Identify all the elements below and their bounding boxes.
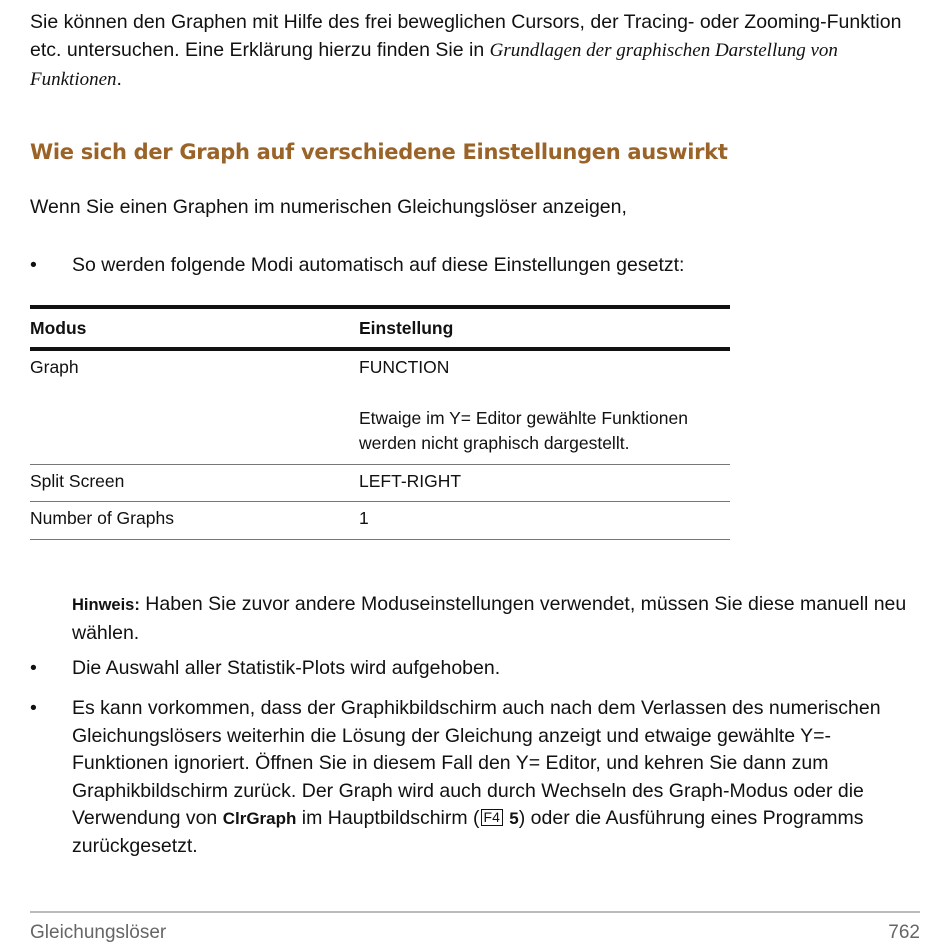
footer-divider xyxy=(30,911,920,913)
mode-settings-table xyxy=(30,305,730,540)
bullet-text xyxy=(72,695,920,860)
bullet-icon: • xyxy=(30,697,37,719)
hint-label: Hinweis: xyxy=(72,596,140,614)
cell-modus: Number of Graphs xyxy=(30,508,174,528)
key-number: 5 xyxy=(509,809,519,828)
cell-einstellung xyxy=(359,349,730,464)
hint-note xyxy=(72,590,920,647)
cell-note: Etwaige im Y= Editor gewählte Funktionen werden nicht graphisch dargestellt. xyxy=(359,407,688,453)
cell-modus: Split Screen xyxy=(30,470,125,491)
bullet-icon: • xyxy=(30,254,37,276)
column-header-einstellung: Einstellung xyxy=(359,317,454,338)
footer-page-number: 762 xyxy=(888,922,920,943)
table-row xyxy=(30,502,730,540)
intro-reference-link[interactable]: Grundlagen der graphischen Darstellung von Funktionen xyxy=(30,40,838,90)
intro-text: Sie können den Graphen mit Hilfe des frei beweglichen Cursors, der Tracing- oder Zooming-Funktion etc. untersuchen. Eine Erklärung hierzu finden Sie in xyxy=(30,11,902,61)
table-row xyxy=(30,464,730,502)
clrgraph-command: ClrGraph xyxy=(222,809,297,828)
bullet-text: Die Auswahl aller Statistik-Plots wird aufgehoben. xyxy=(72,657,501,679)
bullet-icon: • xyxy=(30,657,37,679)
bullet-text-part1: Es kann vorkommen, dass der Graphikbildschirm auch nach dem Verlassen des numerischen Gleichungslösers weiterhin die Lösung der Gleichung anzeigt und etwaige gewählte Y=-Funktionen ignoriert. Öffnen Sie in diesem Fall den Y= Editor, und kehren Sie dann zum Graphikbildschirm zurück. Der Graph wird auch durch Wechseln des Graph-Modus oder die Verwendung von xyxy=(72,697,881,829)
cell-einstellung: 1 xyxy=(359,508,369,528)
cell-value: FUNCTION xyxy=(359,357,450,377)
bullet-text-part2: im Hauptbildschirm ( xyxy=(296,807,480,829)
bullet-text: So werden folgende Modi automatisch auf diese Einstellungen gesetzt: xyxy=(72,254,685,276)
section-heading: Wie sich der Graph auf verschiedene Einstellungen auswirkt xyxy=(30,140,728,164)
column-header-modus: Modus xyxy=(30,317,87,338)
lead-paragraph: Wenn Sie einen Graphen im numerischen Gleichungslöser anzeigen, xyxy=(30,196,627,218)
footer-chapter-title: Gleichungslöser xyxy=(30,922,167,943)
intro-paragraph xyxy=(30,8,920,94)
intro-end: . xyxy=(116,68,122,90)
table-row xyxy=(30,349,730,464)
cell-modus: Graph xyxy=(30,357,79,377)
cell-einstellung: LEFT-RIGHT xyxy=(359,470,462,491)
table-header-row xyxy=(30,307,730,349)
hint-text: Haben Sie zuvor andere Moduseinstellungen verwendet, müssen Sie diese manuell neu wählen. xyxy=(72,593,907,644)
bullet-text-part3: ) oder die Ausführung eines Programms zurückgesetzt. xyxy=(72,807,864,857)
f4-key-icon: F4 xyxy=(481,809,503,826)
